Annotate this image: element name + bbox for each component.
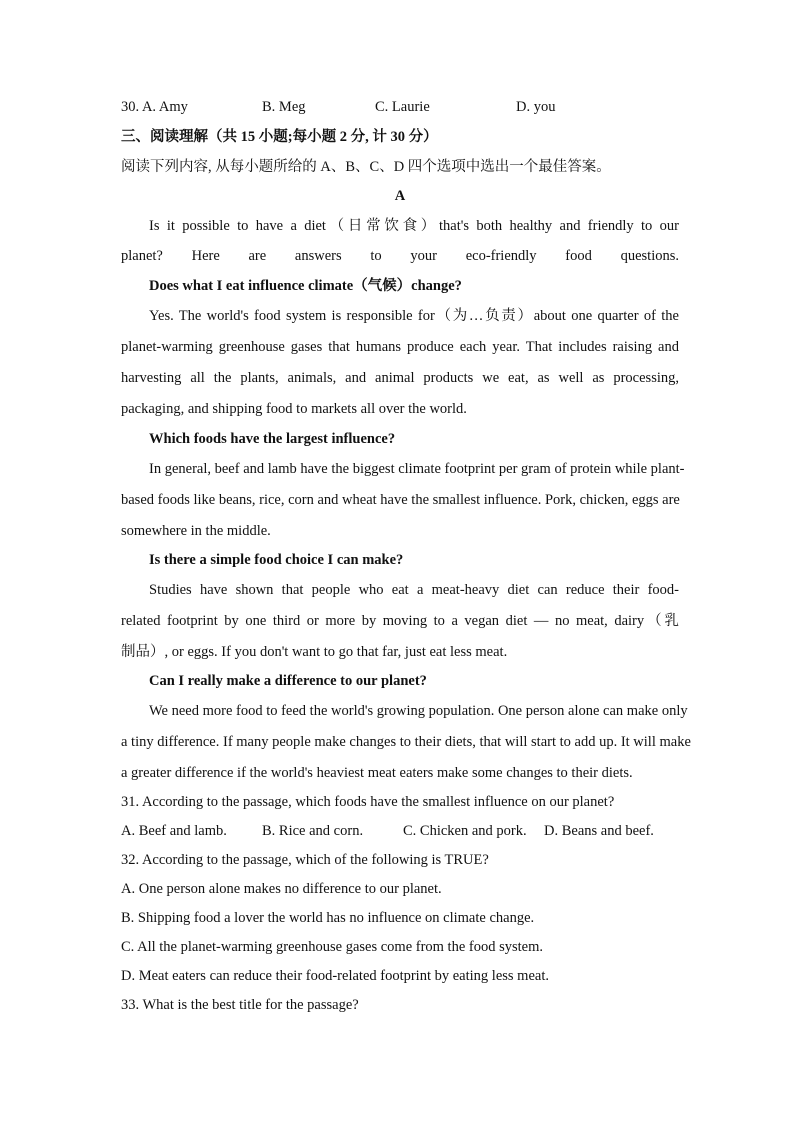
passage-subheading: Which foods have the largest influence? <box>149 431 396 447</box>
q31-stem: 31. According to the passage, which foods have the smallest influence on our planet? <box>121 794 615 810</box>
q30-option-d: D. you <box>516 99 556 115</box>
passage-line: based foods like beans, rice, corn and wheat have the smallest influence. Pork, chicken, eggs are <box>121 492 680 508</box>
passage-subheading: Does what I eat influence climate（气候）change? <box>149 278 462 294</box>
passage-line: harvesting all the plants, animals, and animal products we eat, as well as processing, <box>121 370 679 386</box>
q32-option-b: B. Shipping food a lover the world has no influence on climate change. <box>121 910 535 926</box>
passage-line: a tiny difference. If many people make changes to their diets, that will start to add up. It will make <box>121 734 691 750</box>
q31-option-b: B. Rice and corn. <box>262 823 364 839</box>
q31-option-a: A. Beef and lamb. <box>121 823 227 839</box>
passage-line: Yes. The world's food system is responsible for（为…负责）about one quarter of the <box>149 308 679 324</box>
passage-line: a greater difference if the world's heaviest meat eaters make some changes to their diets. <box>121 765 633 781</box>
q32-stem: 32. According to the passage, which of the following is TRUE? <box>121 852 489 868</box>
passage-label: A <box>394 188 406 204</box>
q32-option-a: A. One person alone makes no difference to our planet. <box>121 881 442 897</box>
passage-line: somewhere in the middle. <box>121 523 271 539</box>
passage-line: planet-warming greenhouse gases that humans produce each year. That includes raising and <box>121 339 679 355</box>
q30-option-b: B. Meg <box>262 99 306 115</box>
q32-option-c: C. All the planet-warming greenhouse gases come from the food system. <box>121 939 544 955</box>
q30-option-a: 30. A. Amy <box>121 99 188 115</box>
instruction: 阅读下列内容, 从每小题所给的 A、B、C、D 四个选项中选出一个最佳答案。 <box>121 159 611 175</box>
section-title: 三、阅读理解（共 15 小题;每小题 2 分, 计 30 分） <box>121 129 438 145</box>
q33-stem: 33. What is the best title for the passage? <box>121 997 359 1013</box>
passage-line: 制品）, or eggs. If you don't want to go that far, just eat less meat. <box>121 644 508 660</box>
passage-line: packaging, and shipping food to markets all over the world. <box>121 401 467 417</box>
q31-option-d: D. Beans and beef. <box>544 823 654 839</box>
q31-option-c: C. Chicken and pork. <box>403 823 527 839</box>
q32-option-d: D. Meat eaters can reduce their food-related footprint by eating less meat. <box>121 968 549 984</box>
passage-line: planet? Here are answers to your eco-friendly food questions. <box>121 248 679 264</box>
passage-line: We need more food to feed the world's growing population. One person alone can make only <box>149 703 688 719</box>
passage-line: Studies have shown that people who eat a meat-heavy diet can reduce their food- <box>149 582 679 598</box>
passage-line: related footprint by one third or more by moving to a vegan diet — no meat, dairy（乳 <box>121 613 679 629</box>
q30-option-c: C. Laurie <box>375 99 430 115</box>
passage-line: Is it possible to have a diet（日常饮食）that's both healthy and friendly to our <box>149 218 679 234</box>
passage-line: In general, beef and lamb have the biggest climate footprint per gram of protein while plant- <box>149 461 685 477</box>
passage-subheading: Is there a simple food choice I can make? <box>149 552 404 568</box>
passage-subheading: Can I really make a difference to our planet? <box>149 673 427 689</box>
